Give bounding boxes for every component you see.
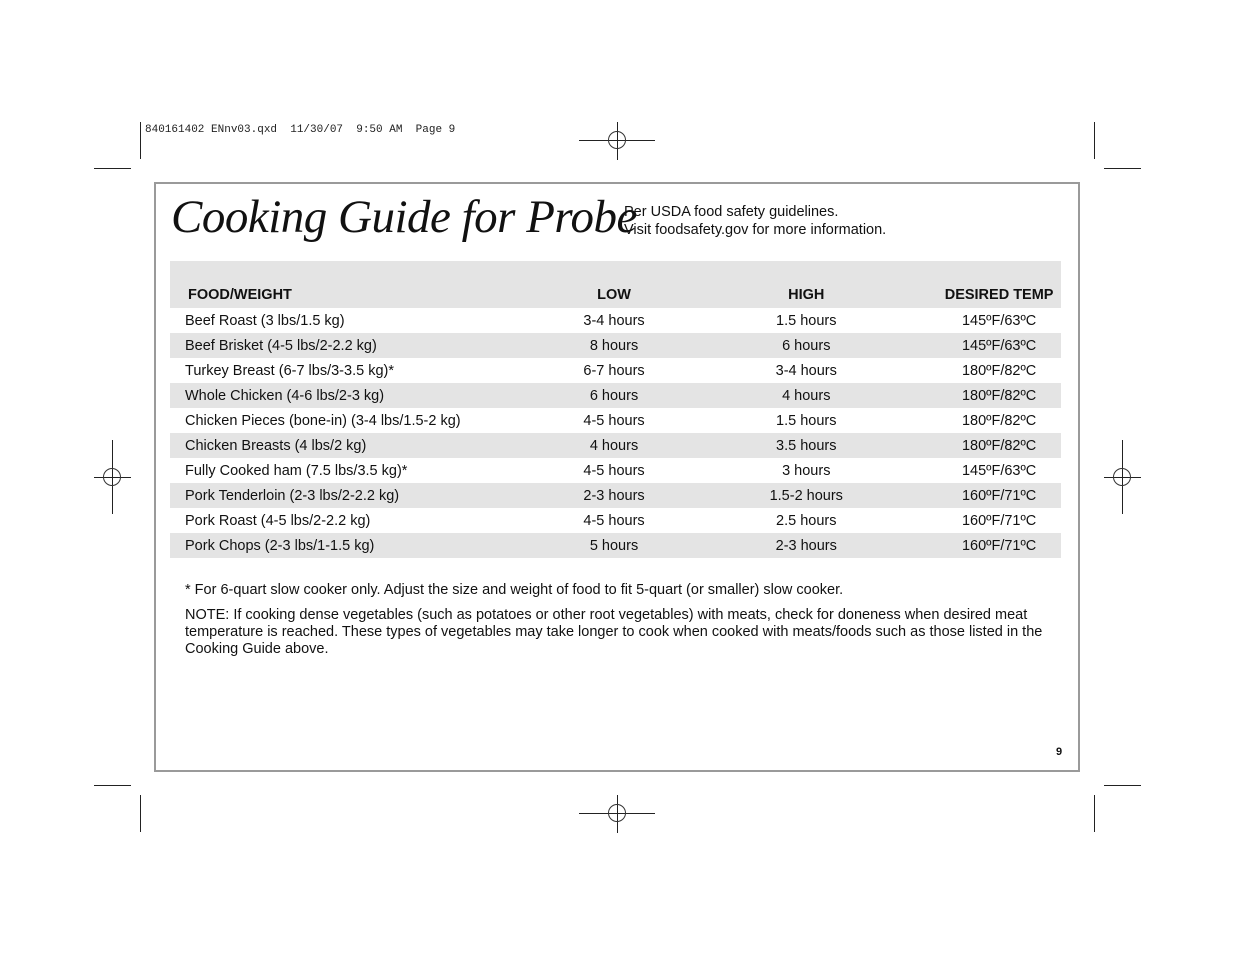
cell-low: 4-5 hours [583, 512, 645, 529]
table-row [170, 333, 1061, 358]
cell-temp: 160ºF/71ºC [961, 512, 1037, 529]
crop-mark-top-right-vertical [1094, 122, 1095, 159]
cell-temp: 180ºF/82ºC [937, 433, 1061, 458]
table-row [170, 408, 1061, 433]
cell-high: 1.5 hours [776, 312, 837, 329]
table-row [170, 358, 1061, 383]
cell-food: Pork Roast (4-5 lbs/2-2.2 kg) [185, 512, 371, 529]
page-number: 9 [1056, 746, 1063, 758]
cell-food: Pork Tenderloin (2-3 lbs/2-2.2 kg) [170, 483, 553, 508]
cell-food: Whole Chicken (4-6 lbs/2-3 kg) [170, 383, 553, 408]
cell-low: 8 hours [553, 333, 676, 358]
subtitle [624, 203, 886, 239]
cell-food: Chicken Breasts (4 lbs/2 kg) [170, 433, 553, 458]
cell-high: 3-4 hours [775, 362, 837, 379]
crop-mark-bottom-left-horizontal [94, 785, 131, 786]
cell-high: 1.5 hours [776, 412, 837, 429]
table-header-row [170, 261, 1061, 308]
crop-mark-bottom-right-horizontal [1104, 785, 1141, 786]
subtitle-line-2: Visit foodsafety.gov for more information. [624, 222, 887, 238]
cell-temp: 145ºF/63ºC [961, 312, 1037, 329]
cell-high: 3.5 hours [675, 433, 937, 458]
cell-food: Pork Chops (2-3 lbs/1-1.5 kg) [170, 533, 553, 558]
cell-low: 4 hours [553, 433, 676, 458]
crop-mark-top-right-horizontal [1104, 168, 1141, 169]
crop-mark-bottom-left-vertical [140, 795, 141, 832]
cell-food: Chicken Pieces (bone-in) (3-4 lbs/1.5-2 kg) [185, 412, 461, 429]
header-desired-temp: DESIRED TEMP [937, 261, 1061, 308]
cell-high: 6 hours [675, 333, 937, 358]
cell-low: 6-7 hours [583, 362, 645, 379]
note-paragraph: NOTE: If cooking dense vegetables (such as potatoes or other root vegetables) with meats, check for doneness when desired meat temperature is reached. These types of vegetables may take longer to cook when cooked with meats/foods such as those listed in the Cooking Guide above. [185, 607, 1043, 657]
cell-temp: 160ºF/71ºC [937, 533, 1061, 558]
cell-temp: 180ºF/82ºC [937, 383, 1061, 408]
header-high: HIGH [675, 261, 937, 308]
cell-food: Fully Cooked ham (7.5 lbs/3.5 kg)* [185, 462, 408, 479]
cell-food: Beef Roast (3 lbs/1.5 kg) [185, 312, 345, 329]
cell-low: 4-5 hours [583, 462, 645, 479]
subtitle-line-1: Per USDA food safety guidelines. [624, 204, 839, 220]
cell-low: 5 hours [553, 533, 676, 558]
cell-temp: 160ºF/71ºC [937, 483, 1061, 508]
cell-high: 2-3 hours [675, 533, 937, 558]
footnote: * For 6-quart slow cooker only. Adjust the size and weight of food to fit 5-quart (or smaller) slow cooker. [185, 582, 844, 598]
cell-temp: 180ºF/82ºC [961, 412, 1037, 429]
cooking-guide-table [170, 261, 1061, 558]
cell-temp: 180ºF/82ºC [961, 362, 1037, 379]
table-row [170, 383, 1061, 408]
header-low: LOW [553, 261, 676, 308]
table-row [170, 458, 1061, 483]
cell-temp: 145ºF/63ºC [961, 462, 1037, 479]
cell-low: 2-3 hours [553, 483, 676, 508]
cell-high: 1.5-2 hours [675, 483, 937, 508]
table-row [170, 308, 1061, 333]
cell-low: 6 hours [553, 383, 676, 408]
cell-low: 4-5 hours [583, 412, 645, 429]
cell-temp: 145ºF/63ºC [937, 333, 1061, 358]
cell-high: 2.5 hours [776, 512, 837, 529]
cell-food: Turkey Breast (6-7 lbs/3-3.5 kg)* [185, 362, 394, 379]
crop-mark-top-left-horizontal [94, 168, 131, 169]
crop-mark-bottom-right-vertical [1094, 795, 1095, 832]
table-row [170, 483, 1061, 508]
table-row [170, 508, 1061, 533]
page-title: Cooking Guide for Probe [171, 191, 637, 243]
notes-section [185, 582, 1045, 666]
crop-mark-top-left-vertical [140, 122, 141, 159]
header-food-weight: FOOD/WEIGHT [170, 261, 553, 308]
table-row [170, 533, 1061, 558]
cell-low: 3-4 hours [583, 312, 645, 329]
cell-food: Beef Brisket (4-5 lbs/2-2.2 kg) [170, 333, 553, 358]
printer-slug-line: 840161402 ENnv03.qxd 11/30/07 9:50 AM Page 9 [145, 124, 456, 136]
table-row [170, 433, 1061, 458]
cell-high: 4 hours [675, 383, 937, 408]
cell-high: 3 hours [782, 462, 831, 479]
